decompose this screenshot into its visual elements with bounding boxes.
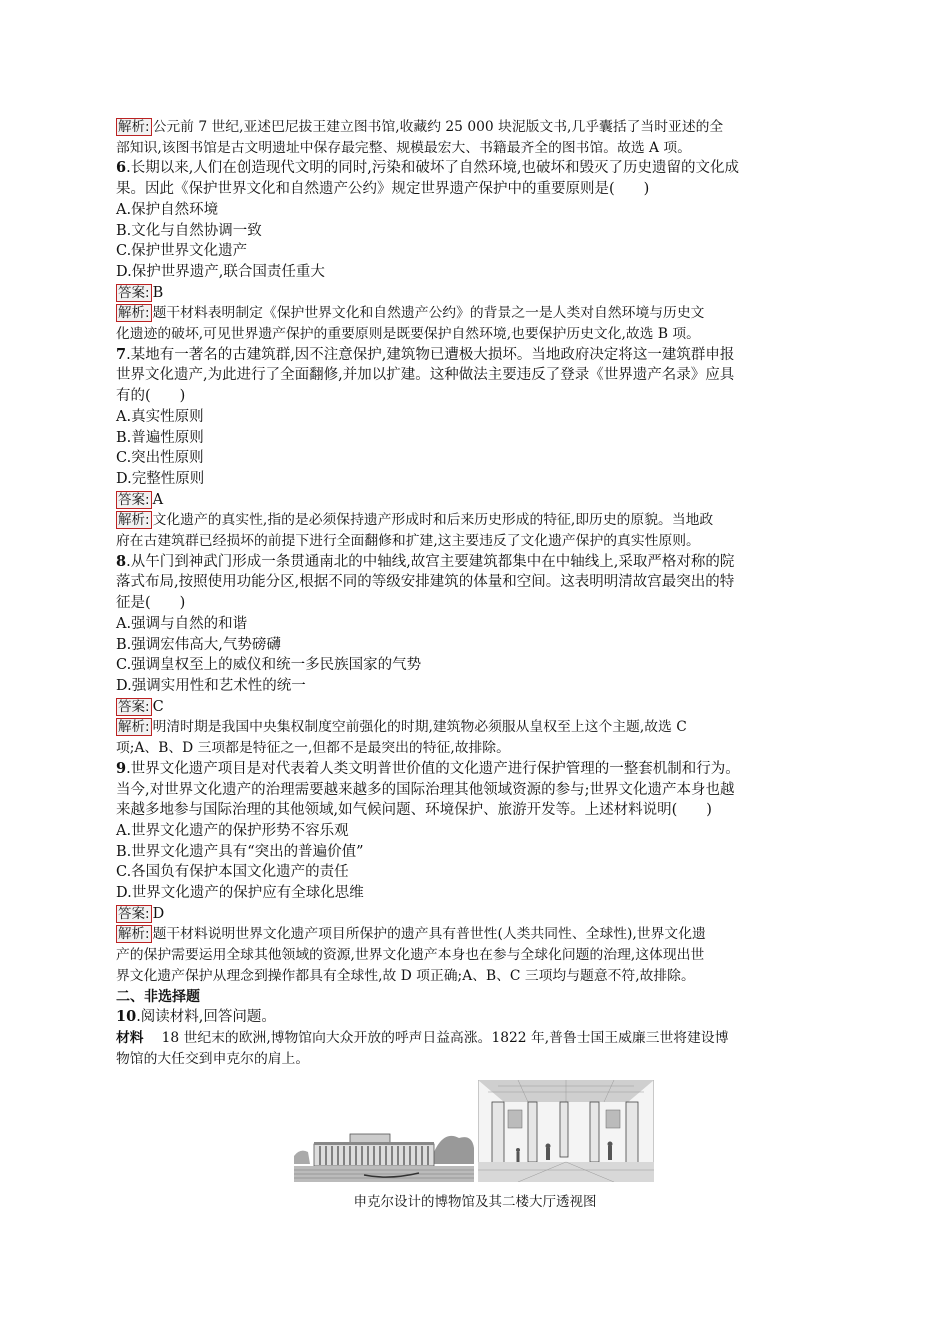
q10-number: 10	[116, 1008, 137, 1026]
q8-stem-line1: .从午门到神武门形成一条贯通南北的中轴线,故宫主要建筑都集中在中轴线上,采取严格对称的院	[126, 553, 735, 570]
q7-explanation-line2: 府在古建筑群已经损坏的前提下进行全面翻修和扩建,这主要违反了文化遗产保护的真实性原则。	[116, 533, 700, 550]
q6-explanation	[116, 303, 836, 324]
q7-stem-line3: 有的( )	[116, 388, 186, 405]
q7-stem	[116, 345, 836, 366]
q8-option-a: A.强调与自然的和谐	[116, 615, 248, 632]
q6-option-d: D.保护世界遗产,联合国责任重大	[116, 263, 325, 280]
q8-answer-value: C	[152, 698, 164, 715]
q9-option-a: A.世界文化遗产的保护形势不容乐观	[116, 822, 349, 839]
q8-stem	[116, 552, 836, 573]
q8-answer	[116, 697, 836, 718]
q9-answer	[116, 904, 836, 925]
museum-figure	[294, 1080, 656, 1210]
explanation-tag: 解析:	[118, 512, 150, 529]
q10-stem	[116, 1007, 836, 1028]
q9-explanation-line3: 界文化遗产保护从理念到操作都具有全球性,故 D 项正确;A、B、C 三项均与题意不符,故排除。	[116, 967, 695, 984]
q10-stem-text: .阅读材料,回答问题。	[136, 1009, 276, 1026]
q8-option-d: D.强调实用性和艺术性的统一	[116, 677, 306, 694]
q7-explanation	[116, 510, 836, 531]
q7-explanation-line1: 文化遗产的真实性,指的是必须保持遗产形成时和后来历史形成的特征,即历史的原貌。当地政	[152, 512, 714, 529]
q8-option-c: C.强调皇权至上的威仪和统一多民族国家的气势	[116, 657, 422, 674]
q9-number: 9	[116, 759, 127, 777]
q8-stem-line2: 落式布局,按照使用功能分区,根据不同的等级安排建筑的体量和空间。这表明明清故宫最突出的特	[116, 574, 735, 591]
q7-answer	[116, 490, 836, 511]
q9-answer-value: D	[152, 905, 165, 922]
answer-tag: 答案:	[118, 905, 150, 922]
q7-stem-line2: 世界文化遗产,为此进行了全面翻修,并加以扩建。这种做法主要违反了登录《世界遗产名录》应具	[116, 367, 735, 384]
document-body	[116, 117, 836, 1069]
q8-explanation-line2: 项;A、B、D 三项都是特征之一,但都不是最突出的特征,故排除。	[116, 740, 510, 757]
q6-option-c: C.保护世界文化遗产	[116, 243, 248, 260]
explanation-tag: 解析:	[118, 719, 150, 736]
q7-option-d: D.完整性原则	[116, 470, 205, 487]
q8-number: 8	[116, 552, 127, 570]
answer-tag: 答案:	[118, 491, 150, 508]
q8-explanation	[116, 717, 836, 738]
answer-tag: 答案:	[118, 284, 150, 301]
section-heading: 二、非选择题	[116, 988, 200, 1005]
q9-option-c: C.各国负有保护本国文化遗产的责任	[116, 864, 349, 881]
q6-number: 6	[116, 159, 127, 177]
q9-explanation-line1: 题干材料说明世界文化遗产项目所保护的遗产具有普世性(人类共同性、全球性),世界文化遗	[152, 926, 706, 943]
q10-material	[116, 1028, 836, 1049]
q7-option-b: B.普遍性原则	[116, 429, 204, 446]
q8-stem-line3: 征是( )	[116, 595, 186, 612]
q6-stem-line2: 果。因此《保护世界文化和自然遗产公约》规定世界遗产保护中的重要原则是( )	[116, 181, 650, 198]
q9-option-b: B.世界文化遗产具有“突出的普遍价值”	[116, 843, 364, 860]
q5-explanation	[116, 117, 836, 138]
q6-answer	[116, 283, 836, 304]
q6-option-a: A.保护自然环境	[116, 201, 219, 218]
q5-explanation-line2: 部知识,该图书馆是古文明遗址中保存最完整、规模最宏大、书籍最齐全的图书馆。故选 A 项。	[116, 139, 691, 156]
q6-stem	[116, 158, 836, 179]
q8-option-b: B.强调宏伟高大,气势磅礴	[116, 636, 281, 653]
explanation-tag: 解析:	[118, 926, 150, 943]
q6-explanation-line2: 化遗迹的破坏,可见世界遗产保护的重要原则是既要保护自然环境,也要保护历史文化,故选 B 项。	[116, 326, 700, 343]
material-label: 材料	[116, 1029, 144, 1046]
q7-option-c: C.突出性原则	[116, 450, 204, 467]
explanation-tag: 解析:	[118, 119, 150, 135]
q6-answer-value: B	[152, 284, 164, 301]
q9-stem	[116, 759, 836, 780]
q7-stem-line1: .某地有一著名的古建筑群,因不注意保护,建筑物已遭极大损坏。当地政府决定将这一建筑群申报	[126, 346, 735, 363]
q6-option-b: B.文化与自然协调一致	[116, 222, 262, 239]
q8-explanation-line1: 明清时期是我国中央集权制度空前强化的时期,建筑物必须服从皇权至上这个主题,故选 C	[152, 719, 687, 736]
q6-explanation-line1: 题干材料表明制定《保护世界文化和自然遗产公约》的背景之一是人类对自然环境与历史文	[152, 305, 705, 322]
q9-stem-line3: 来越多地参与国际治理的其他领域,如气候问题、环境保护、旅游开发等。上述材料说明( )	[116, 802, 712, 819]
museum-exterior-image	[294, 1120, 474, 1182]
figure-caption: 申克尔设计的博物馆及其二楼大厅透视图	[353, 1194, 597, 1210]
answer-tag: 答案:	[118, 698, 150, 715]
q9-stem-line1: .世界文化遗产项目是对代表着人类文明普世价值的文化遗产进行保护管理的一整套机制和行为。	[126, 760, 740, 777]
q10-material-line2: 物馆的大任交到申克尔的肩上。	[116, 1050, 310, 1067]
q9-explanation	[116, 924, 836, 945]
q9-stem-line2: 当今,对世界文化遗产的治理需要越来越多的国际治理其他领域资源的参与;世界文化遗产本身也越	[116, 781, 735, 798]
q7-number: 7	[116, 345, 127, 363]
q7-answer-value: A	[152, 491, 164, 508]
q6-stem-line1: .长期以来,人们在创造现代文明的同时,污染和破坏了自然环境,也破坏和毁灭了历史遗留的文化成	[126, 160, 740, 177]
q9-option-d: D.世界文化遗产的保护应有全球化思维	[116, 885, 364, 902]
museum-hall-image	[478, 1080, 654, 1182]
q10-material-line1: 18 世纪末的欧洲,博物馆向大众开放的呼声日益高涨。1822 年,普鲁士国王威廉三世将建设博	[161, 1029, 729, 1046]
explanation-tag: 解析:	[118, 305, 150, 322]
q7-option-a: A.真实性原则	[116, 408, 204, 425]
q5-explanation-line1: 公元前 7 世纪,亚述巴尼拔王建立图书馆,收藏约 25 000 块泥版文书,几乎囊括了当时亚述的全	[152, 119, 724, 135]
q9-explanation-line2: 产的保护需要运用全球其他领域的资源,世界文化遗产本身也在参与全球化问题的治理,这体现出世	[116, 947, 705, 964]
